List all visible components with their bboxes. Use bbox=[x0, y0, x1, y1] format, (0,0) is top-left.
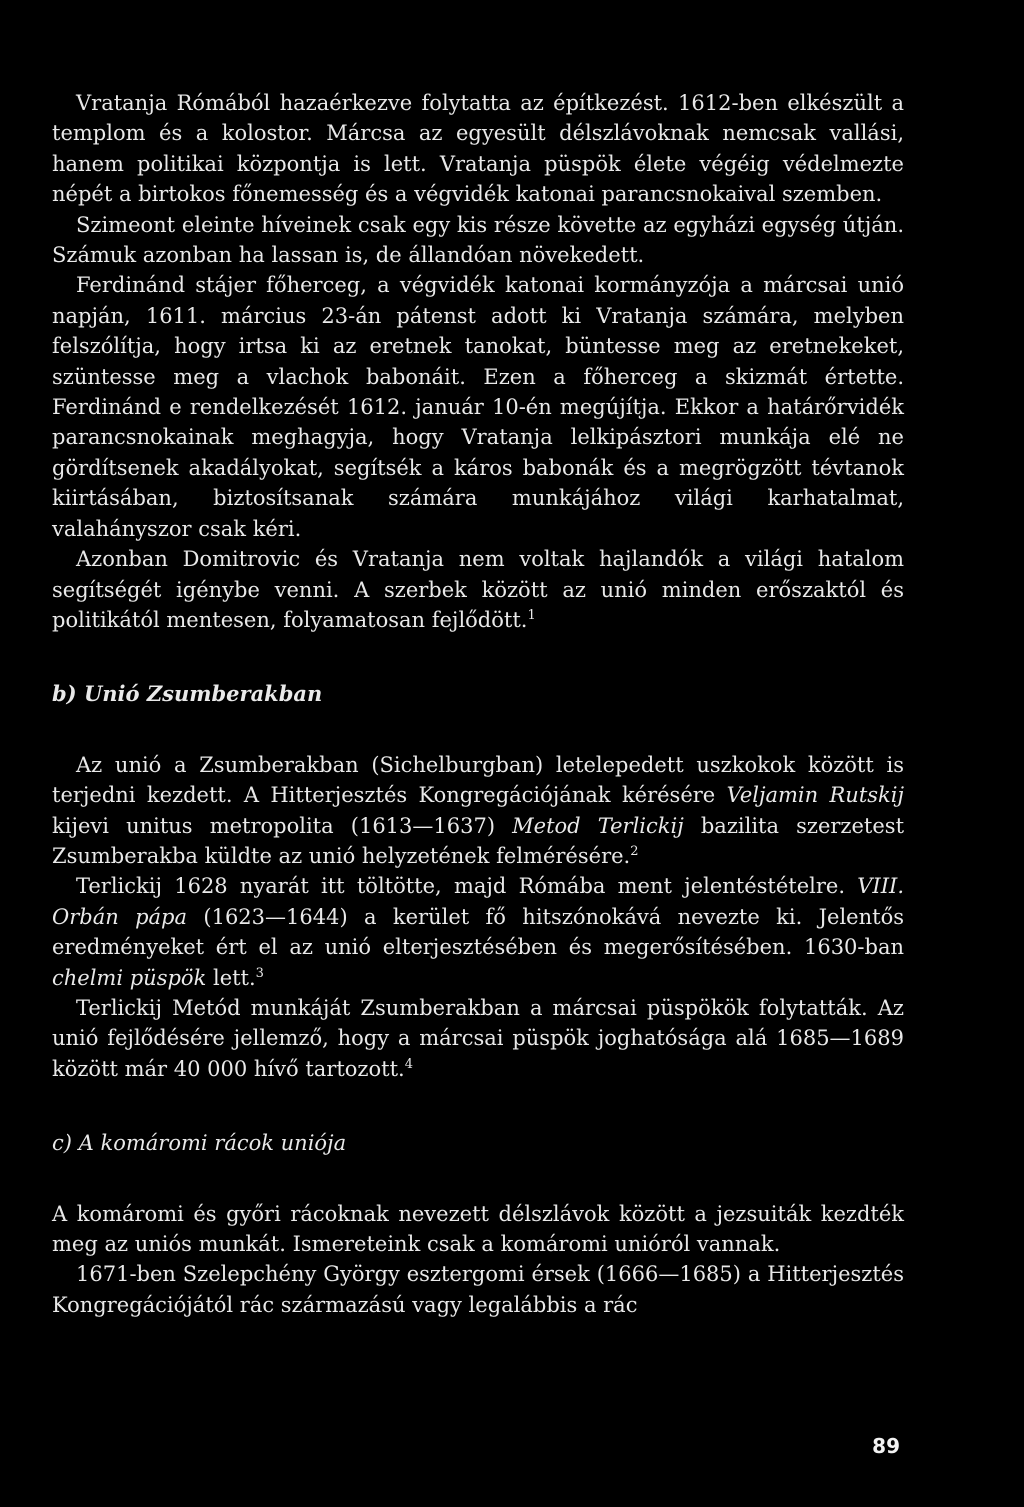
page-number: 89 bbox=[872, 1434, 900, 1458]
heading-letter: b) bbox=[52, 681, 77, 707]
heading-text: A komáromi rácok uniója bbox=[78, 1131, 347, 1156]
paragraph-text: Terlickij Metód munkáját Zsumberakban a márcsai püspökök folytatták. Az unió fejlődésére jellemző, hogy a márcsai püspök joghatósága alá 1685—1689 között már 40 000 hívő tartozott. bbox=[52, 995, 904, 1081]
paragraph: Szimeont eleinte híveinek csak egy kis része követte az egyházi egység útján. Számuk azonban ha lassan is, de állandóan növekedett. bbox=[52, 212, 904, 268]
paragraph bbox=[52, 750, 904, 872]
paragraph-text: lett. bbox=[206, 965, 256, 990]
person-name: VIII. Orbán pápa bbox=[52, 874, 904, 929]
page-body bbox=[52, 88, 904, 1320]
paragraph bbox=[52, 544, 904, 635]
section-heading-c bbox=[52, 1128, 904, 1158]
paragraph bbox=[52, 993, 904, 1084]
footnote-marker: 3 bbox=[255, 965, 264, 981]
heading-letter: c) bbox=[52, 1131, 72, 1156]
heading-text: Unió Zsumberakban bbox=[83, 681, 323, 707]
paragraph: Ferdinánd stájer főherceg, a végvidék katonai kormányzója a márcsai unió napján, 1611. március 23-án pátenst adott ki Vratanja számára, melyben felszólítja, hogy irtsa ki az eretnek tanokat, büntesse meg az eretnekeket, szüntesse meg a vlachok babonáit. Ezen a főherceg a skizmát értette. Ferdinánd e rendelkezését 1612. január 10-én megújítja. Ekkor a határőrvidék parancsnokainak meghagyja, hogy Vratanja lelkipásztori munkája elé ne gördítsenek akadályokat, segítsék a káros babonák és a megrögzött tévtanok kiirtásában, biztosítsanak számára munkájához világi karhatalmat, valahányszor csak kéri. bbox=[52, 273, 904, 541]
paragraph-text: bazilita szerzetest Zsumberakba küldte az unió helyzetének felmérésére. bbox=[52, 813, 905, 868]
paragraph: Vratanja Rómából hazaérkezve folytatta az építkezést. 1612-ben elkészült a templom és a kolostor. Márcsa az egyesült délszlávoknak nemcsak vallási, hanem politikai központja is lett. Vratanja püspök élete végéig védelmezte népét a birtokos főnemesség és a végvidék katonai parancsnokaival szemben. bbox=[52, 91, 904, 207]
person-name: Metod Terlickij bbox=[512, 813, 684, 838]
footnote-marker: 4 bbox=[404, 1056, 413, 1072]
paragraph bbox=[52, 871, 904, 993]
paragraph-text: Az unió a Zsumberakban (Sichelburgban) letelepedett uszkokok között is terjedni kezdett. A Hitterjesztés Kongregációjának kérésére bbox=[52, 752, 904, 808]
footnote-marker: 1 bbox=[527, 607, 536, 623]
paragraph-text: kijevi unitus metropolita (1613—1637) bbox=[52, 813, 513, 838]
paragraph-text: (1623—1644) a kerület fő hitszónokává nevezte ki. Jelentős eredményeket ért el az unió elterjesztésében és megerősítésében. 1630-ban bbox=[52, 904, 904, 960]
title-term: chelmi püspök bbox=[52, 965, 207, 990]
paragraph: 1671-ben Szelepchény György esztergomi érsek (1666—1685) a Hitterjesztés Kongregációjától rác származású vagy legalábbis a rác bbox=[52, 1262, 904, 1317]
paragraph-text: Azonban Domitrovic és Vratanja nem voltak hajlandók a világi hatalom segítségét igénybe venni. A szerbek között az unió minden erőszaktól és politikától mentesen, folyamatosan fejlődött. bbox=[52, 547, 904, 632]
paragraph: A komáromi és győri rácoknak nevezett délszlávok között a jezsuiták kezdték meg az uniós munkát. Ismereteink csak a komáromi unióról vannak. bbox=[52, 1201, 904, 1256]
paragraph-text: Terlickij 1628 nyarát itt töltötte, majd Rómába ment jelentéstételre. bbox=[76, 874, 858, 899]
person-name: Veljamin Rutskij bbox=[726, 783, 904, 808]
section-heading-b bbox=[52, 679, 904, 709]
footnote-marker: 2 bbox=[630, 843, 639, 859]
